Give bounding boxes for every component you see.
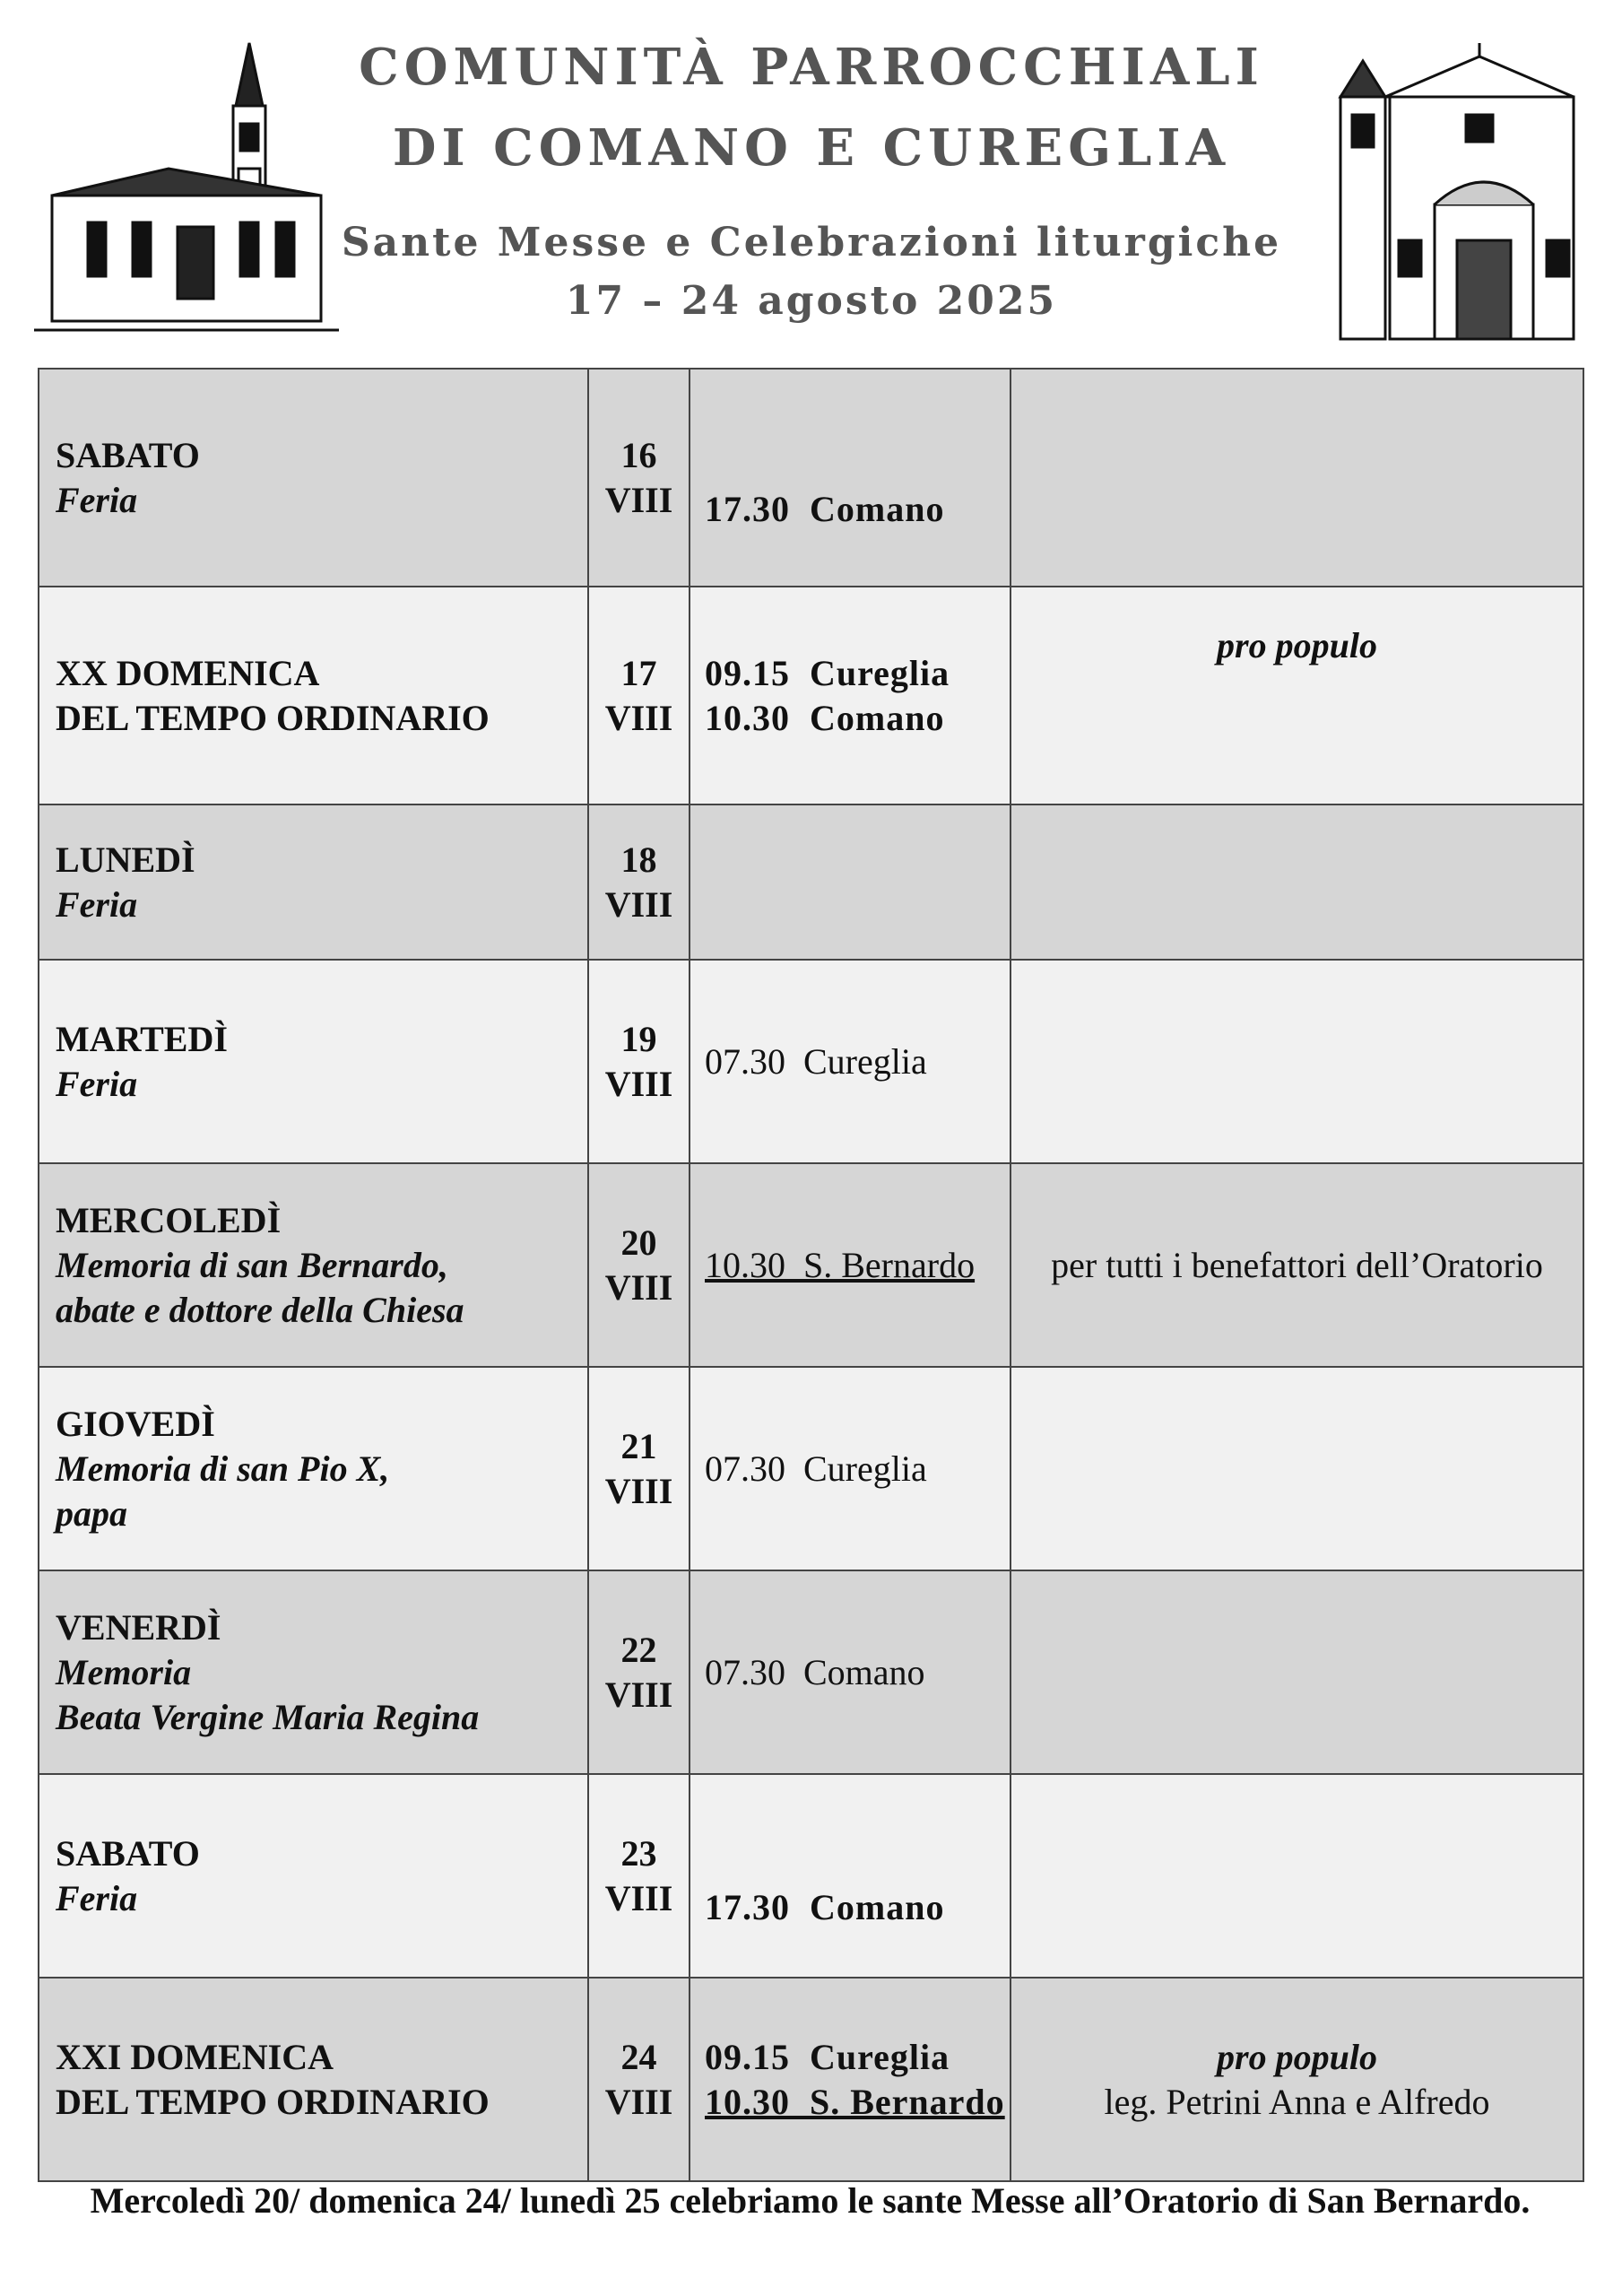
day-cell (39, 1978, 588, 2181)
date-month: VIII (604, 2081, 673, 2122)
mass-time (705, 1447, 1010, 1492)
day-cell (39, 587, 588, 804)
mass-time (705, 1039, 1010, 1084)
liturgical-note: Feria (56, 883, 138, 925)
day-name: MERCOLEDÌ (56, 1199, 282, 1240)
date-month: VIII (604, 479, 673, 520)
mass-time-cell (690, 1163, 1010, 1367)
schedule-row (39, 804, 1583, 960)
intention-text: per tutti i benefattori dell’Oratorio (1051, 1244, 1543, 1285)
day-cell (39, 1367, 588, 1570)
mass-time (705, 1885, 1010, 1930)
date-cell (588, 369, 690, 587)
mass-time-text: 07.30 Comano (705, 1651, 925, 1692)
date-cell (588, 1163, 690, 1367)
date-cell (588, 1978, 690, 2181)
date-day: 18 (620, 839, 657, 880)
mass-time-cell (690, 1570, 1010, 1774)
schedule-row (39, 960, 1583, 1163)
intention-cell (1010, 1570, 1583, 1774)
mass-time-text: 17.30 Comano (705, 488, 945, 529)
mass-time-cell (690, 1978, 1010, 2181)
header-date-range: 17 – 24 agosto 2025 (565, 278, 1058, 324)
liturgical-note: abate e dottore della Chiesa (56, 1289, 464, 1330)
day-name-line2: DEL TEMPO ORDINARIO (56, 2081, 490, 2122)
day-cell (39, 1163, 588, 1367)
intention-cell (1010, 587, 1583, 804)
mass-time (705, 1650, 1010, 1695)
schedule-row (39, 1367, 1583, 1570)
mass-time-text: 09.15 Cureglia (705, 652, 950, 693)
intention-cell (1010, 804, 1583, 960)
mass-time (705, 2035, 1010, 2080)
intention-text: leg. Petrini Anna e Alfredo (1104, 2081, 1490, 2122)
date-month: VIII (604, 1266, 673, 1308)
date-cell (588, 1367, 690, 1570)
intention-cell (1010, 1978, 1583, 2181)
schedule-row (39, 1978, 1583, 2181)
date-day: 20 (620, 1222, 657, 1263)
intention-italic: pro populo (1217, 625, 1377, 665)
date-day: 17 (620, 652, 657, 693)
day-name: GIOVEDÌ (56, 1403, 215, 1444)
mass-time-cell (690, 804, 1010, 960)
mass-schedule-table (38, 368, 1584, 2182)
footer-note: Mercoledì 20/ domenica 24/ lunedì 25 celebriamo le sante Messe all’Oratorio di San Bernardo. (90, 2180, 1531, 2221)
mass-time-text: 09.15 Cureglia (705, 2036, 950, 2077)
date-month: VIII (604, 697, 673, 738)
intention-cell (1010, 1163, 1583, 1367)
mass-time-text: 10.30 S. Bernardo (705, 2081, 1005, 2122)
day-name-line2: DEL TEMPO ORDINARIO (56, 697, 490, 738)
mass-time-cell (690, 1774, 1010, 1978)
church-left-illustration (34, 34, 339, 348)
day-cell (39, 369, 588, 587)
church-right-illustration (1336, 43, 1578, 352)
day-cell (39, 804, 588, 960)
liturgical-note: Feria (56, 1877, 138, 1918)
day-name: SABATO (56, 1832, 200, 1874)
intention-cell (1010, 960, 1583, 1163)
mass-time (705, 1243, 1010, 1288)
date-month: VIII (604, 1063, 673, 1104)
header-subtitle: Sante Messe e Celebrazioni liturgiche (341, 220, 1282, 265)
mass-time (705, 651, 1010, 696)
mass-time-text: 10.30 Comano (705, 697, 945, 738)
date-month: VIII (604, 1470, 673, 1511)
mass-time (705, 696, 1010, 741)
date-day: 21 (620, 1425, 657, 1466)
intention-cell (1010, 1774, 1583, 1978)
day-name: MARTEDÌ (56, 1018, 228, 1059)
date-cell (588, 960, 690, 1163)
date-cell (588, 1570, 690, 1774)
schedule-row (39, 1570, 1583, 1774)
mass-time-text: 17.30 Comano (705, 1886, 945, 1927)
liturgical-note: Memoria di san Pio X, (56, 1448, 390, 1489)
mass-time (705, 487, 1010, 532)
header-title-line2: DI COMANO E CUREGLIA (392, 118, 1231, 178)
date-cell (588, 587, 690, 804)
day-name: XX DOMENICA (56, 652, 320, 693)
date-month: VIII (604, 883, 673, 925)
schedule-row (39, 587, 1583, 804)
liturgical-note: papa (56, 1492, 127, 1534)
liturgical-note: Feria (56, 1063, 138, 1104)
day-name: VENERDÌ (56, 1606, 221, 1648)
mass-time-cell (690, 369, 1010, 587)
mass-time-cell (690, 1367, 1010, 1570)
day-cell (39, 960, 588, 1163)
date-month: VIII (604, 1674, 673, 1715)
mass-time-text: 07.30 Cureglia (705, 1448, 927, 1489)
liturgical-note: Memoria di san Bernardo, (56, 1244, 448, 1285)
intention-cell (1010, 369, 1583, 587)
mass-time-cell (690, 960, 1010, 1163)
mass-time-text: 10.30 S. Bernardo (705, 1244, 976, 1285)
mass-time (705, 2080, 1010, 2125)
date-month: VIII (604, 1877, 673, 1918)
day-name: LUNEDÌ (56, 839, 195, 880)
mass-time-cell (690, 587, 1010, 804)
date-cell (588, 804, 690, 960)
header-title-line1: COMUNITÀ PARROCCHIALI (359, 38, 1264, 97)
intention-italic: pro populo (1217, 2036, 1377, 2077)
intention-cell (1010, 1367, 1583, 1570)
date-day: 23 (620, 1832, 657, 1874)
date-day: 24 (620, 2036, 657, 2077)
day-name: SABATO (56, 434, 200, 475)
date-day: 19 (620, 1018, 657, 1059)
schedule-row (39, 1774, 1583, 1978)
schedule-row (39, 1163, 1583, 1367)
day-cell (39, 1774, 588, 1978)
liturgical-note: Memoria (56, 1651, 192, 1692)
day-name: XXI DOMENICA (56, 2036, 334, 2077)
schedule-row (39, 369, 1583, 587)
liturgical-note: Feria (56, 479, 138, 520)
liturgical-note: Beata Vergine Maria Regina (56, 1696, 480, 1737)
date-day: 22 (620, 1629, 657, 1670)
mass-time-text: 07.30 Cureglia (705, 1040, 927, 1082)
day-cell (39, 1570, 588, 1774)
date-day: 16 (620, 434, 657, 475)
date-cell (588, 1774, 690, 1978)
